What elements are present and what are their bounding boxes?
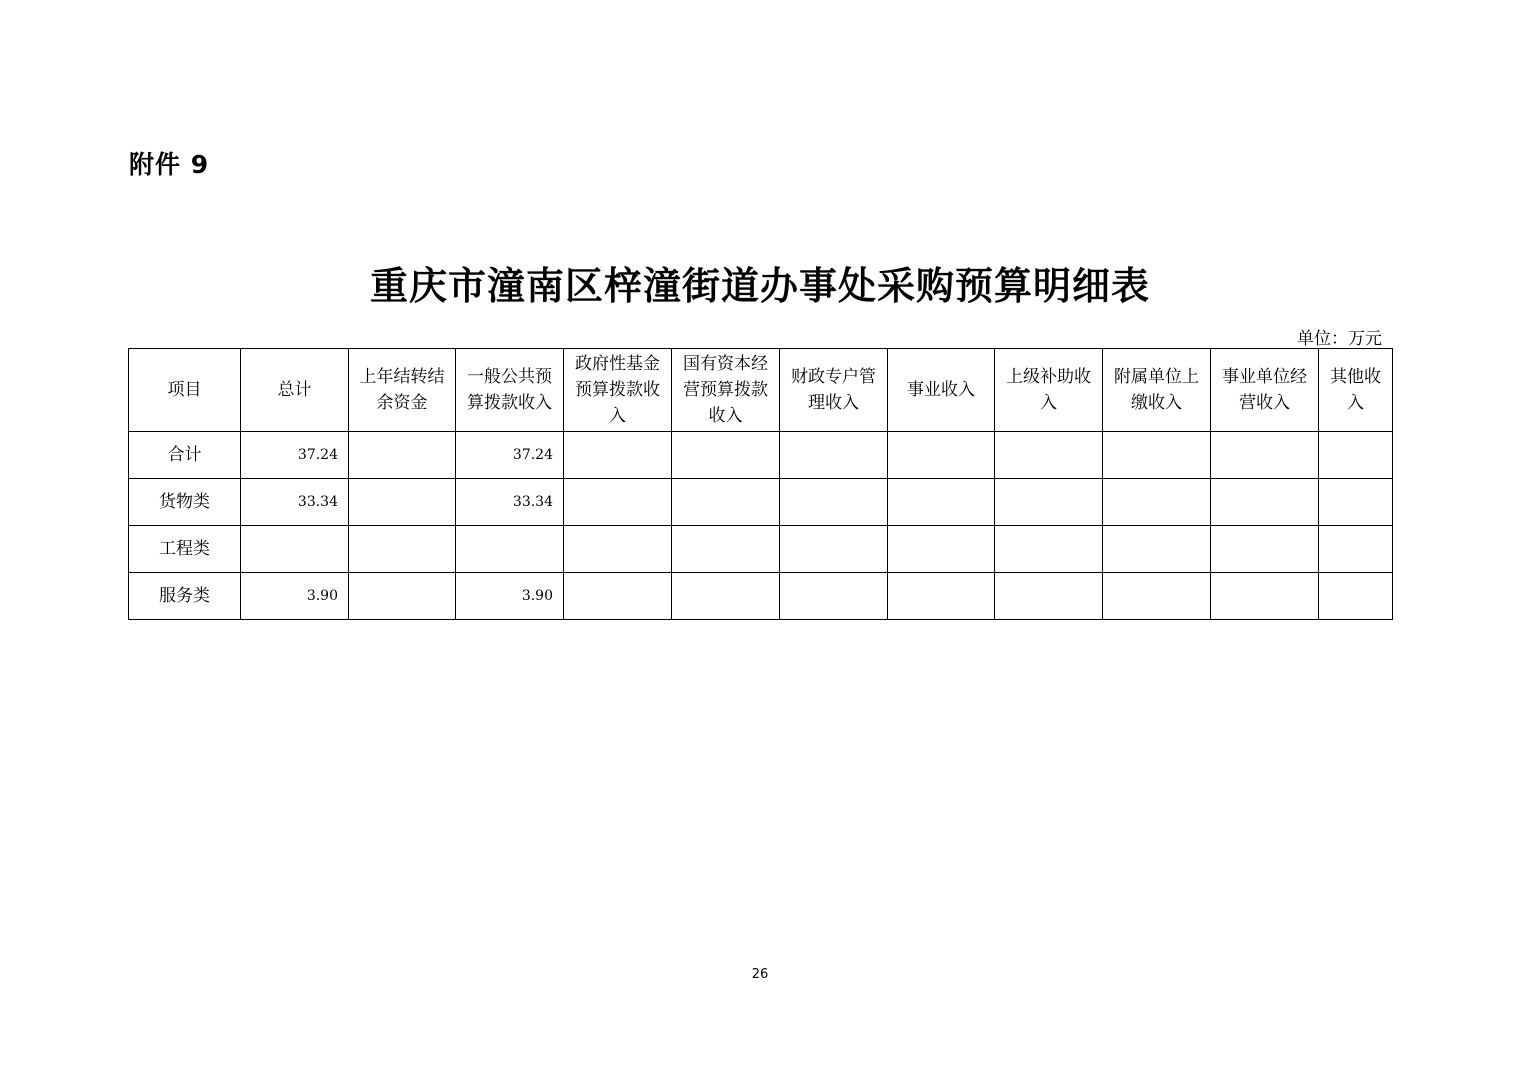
table-cell <box>995 573 1103 620</box>
table-cell <box>672 432 780 479</box>
table-cell <box>995 432 1103 479</box>
attachment-label: 附件 9 <box>129 150 210 179</box>
header-business-income: 事业收入 <box>888 349 995 432</box>
table-cell <box>780 479 888 526</box>
table-cell <box>780 573 888 620</box>
table-cell <box>780 526 888 573</box>
row-item-label: 合计 <box>129 432 241 479</box>
table-row <box>129 479 1393 526</box>
table-cell: 37.24 <box>241 432 349 479</box>
table-cell: 3.90 <box>456 573 564 620</box>
header-state-capital: 国有资本经营预算拨款收入 <box>672 349 780 432</box>
table-header-row <box>129 349 1393 432</box>
header-affiliated-units: 附属单位上缴收入 <box>1103 349 1211 432</box>
table-cell <box>349 573 456 620</box>
table-cell <box>1103 573 1211 620</box>
table-cell <box>1103 479 1211 526</box>
table-cell <box>564 526 672 573</box>
page-title: 重庆市潼南区梓潼街道办事处采购预算明细表 <box>369 263 1150 308</box>
table-cell <box>1103 526 1211 573</box>
table-cell <box>564 432 672 479</box>
table-cell: 33.34 <box>241 479 349 526</box>
table-cell <box>888 526 995 573</box>
table-cell <box>1319 479 1393 526</box>
table-body <box>129 432 1393 620</box>
table-cell <box>564 479 672 526</box>
table-cell: 3.90 <box>241 573 349 620</box>
table-cell <box>349 432 456 479</box>
table-cell <box>672 573 780 620</box>
table-cell <box>1211 526 1319 573</box>
header-carryover: 上年结转结余资金 <box>349 349 456 432</box>
table-cell <box>995 526 1103 573</box>
table-cell <box>672 526 780 573</box>
header-special-account: 财政专户管理收入 <box>780 349 888 432</box>
table-row <box>129 573 1393 620</box>
header-item: 项目 <box>129 349 241 432</box>
page-number: 26 <box>751 967 769 982</box>
procurement-budget-table <box>128 348 1393 620</box>
table-cell <box>888 479 995 526</box>
table-cell <box>995 479 1103 526</box>
header-operating-income: 事业单位经营收入 <box>1211 349 1319 432</box>
table-cell <box>1211 573 1319 620</box>
table-cell <box>780 432 888 479</box>
table-cell <box>1211 479 1319 526</box>
table-cell <box>241 526 349 573</box>
table-cell <box>349 526 456 573</box>
header-other-income: 其他收入 <box>1319 349 1393 432</box>
table-cell <box>1211 432 1319 479</box>
table-cell <box>888 573 995 620</box>
table-cell <box>672 479 780 526</box>
table-row <box>129 432 1393 479</box>
table-cell <box>564 573 672 620</box>
table-cell: 33.34 <box>456 479 564 526</box>
row-item-label: 服务类 <box>129 573 241 620</box>
table-cell <box>888 432 995 479</box>
header-superior-subsidy: 上级补助收入 <box>995 349 1103 432</box>
row-item-label: 货物类 <box>129 479 241 526</box>
table-cell <box>1319 432 1393 479</box>
row-item-label: 工程类 <box>129 526 241 573</box>
table-row <box>129 526 1393 573</box>
header-total: 总计 <box>241 349 349 432</box>
table-cell: 37.24 <box>456 432 564 479</box>
table-cell <box>456 526 564 573</box>
table-cell <box>1103 432 1211 479</box>
table-cell <box>349 479 456 526</box>
header-government-fund: 政府性基金预算拨款收入 <box>564 349 672 432</box>
table-cell <box>1319 573 1393 620</box>
table-cell <box>1319 526 1393 573</box>
header-general-budget: 一般公共预算拨款收入 <box>456 349 564 432</box>
unit-label: 单位：万元 <box>1297 329 1382 349</box>
